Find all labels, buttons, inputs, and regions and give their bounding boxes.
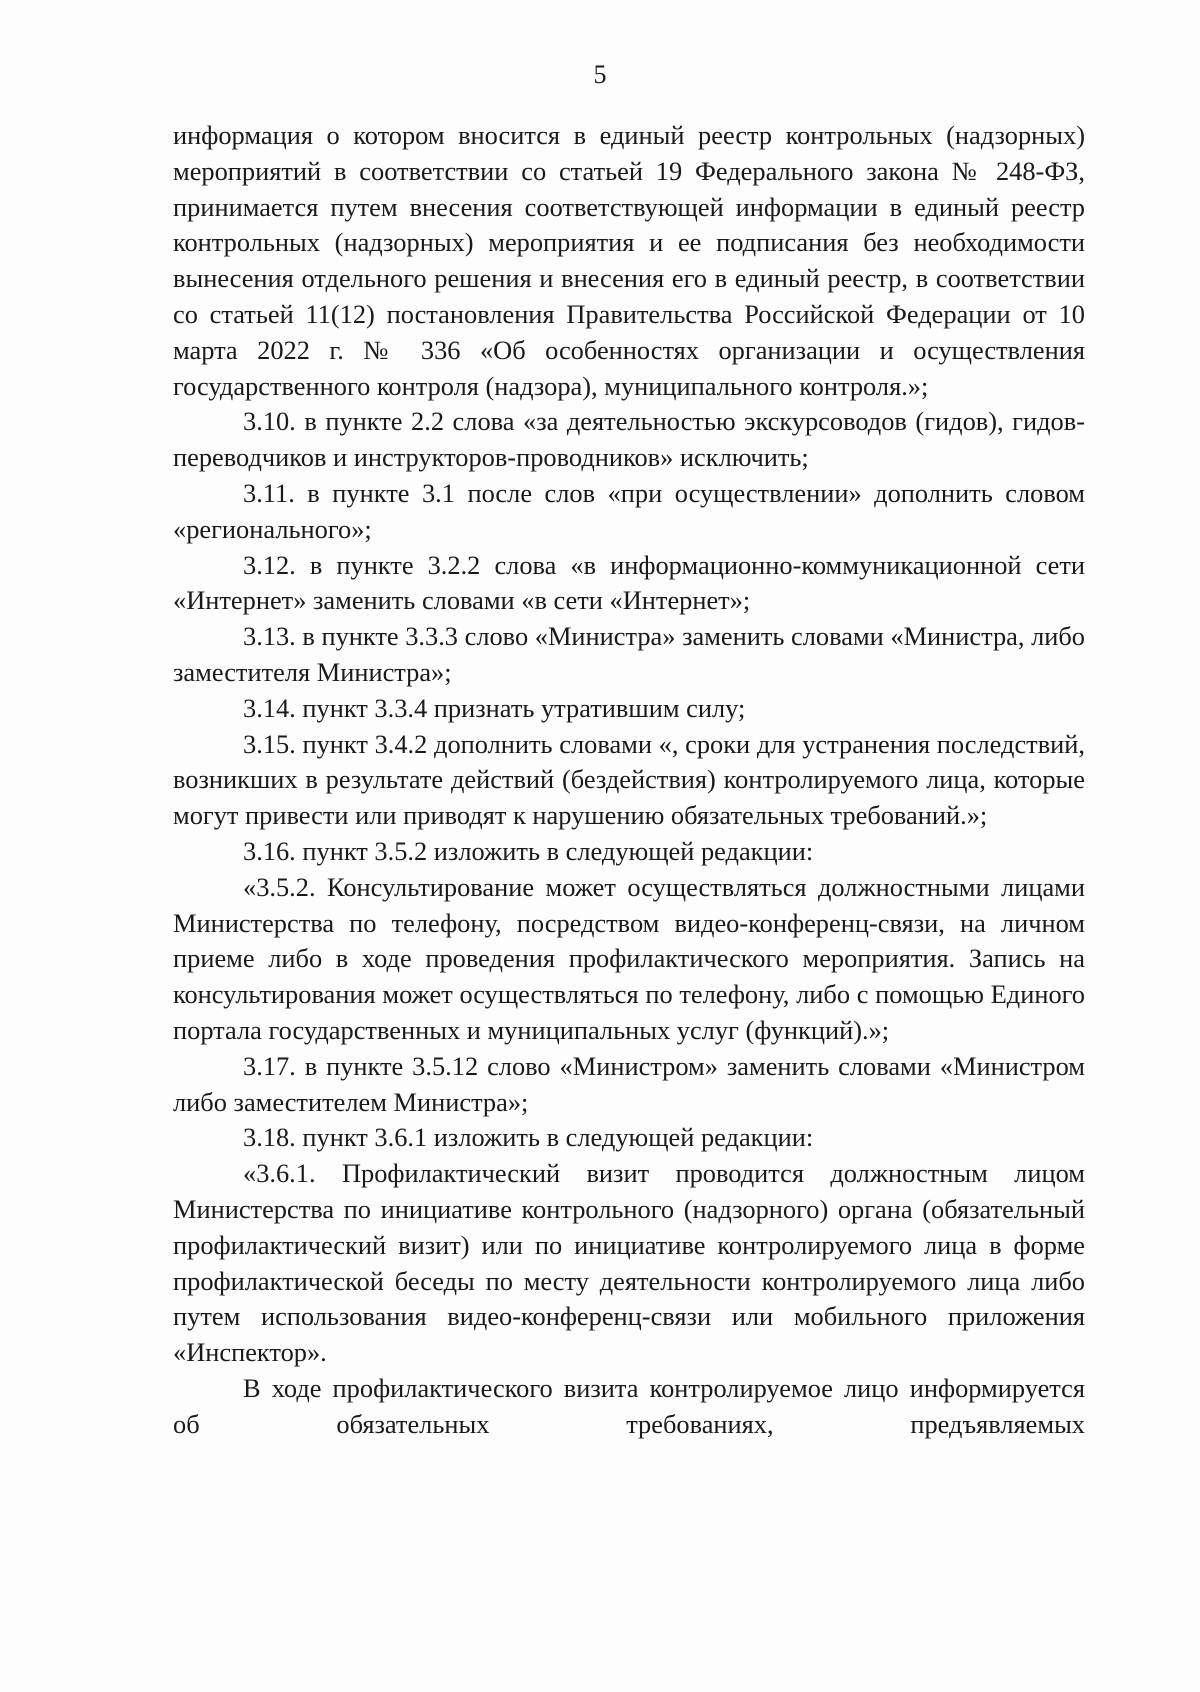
paragraph-item-3-17: 3.17. в пункте 3.5.12 слово «Министром» заменить словами «Министром либо заместителем Министра»; (173, 1050, 1085, 1117)
paragraph-visit-info: В ходе профилактического визита контролируемое лицо информируется об обязательных требованиях, предъявляемых (173, 1372, 1085, 1439)
paragraph-item-3-18: 3.18. пункт 3.6.1 изложить в следующей редакции: (243, 1122, 814, 1153)
paragraph-item-3-14: 3.14. пункт 3.3.4 признать утратившим силу; (243, 692, 746, 723)
page-number: 5 (593, 60, 607, 89)
paragraph-item-3-13: 3.13. в пункте 3.3.3 слово «Министра» заменить словами «Министра, либо заместителя Министра»; (173, 621, 1085, 687)
paragraph-item-3-16: 3.16. пункт 3.5.2 изложить в следующей редакции: (243, 835, 814, 866)
paragraph-item-3-12: 3.12. в пункте 3.2.2 слова «в информационно-коммуникационной сети «Интернет» заменить словами «в сети «Интернет»; (173, 549, 1085, 616)
document-body (173, 118, 1085, 1442)
paragraph-item-3-11: 3.11. в пункте 3.1 после слов «при осуществлении» дополнить словом «регионального»; (173, 477, 1085, 544)
paragraph-item-3-10: 3.10. в пункте 2.2 слова «за деятельностью экскурсоводов (гидов), гидов-переводчиков и инструкторов-проводников» исключить; (173, 406, 1085, 473)
paragraph-item-3-15: 3.15. пункт 3.4.2 дополнить словами «, сроки для устранения последствий, возникших в результате действий (бездействия) контролируемого лица, которые могут привести или приводят к нарушению обязательных требований.»; (173, 728, 1085, 831)
paragraph-quote-3-6-1: «3.6.1. Профилактический визит проводится должностным лицом Министерства по инициативе контрольного (надзорного) органа (обязательный профилактический визит) или по инициативе контролируемого лица в форме профилактической беседы по месту деятельности контролируемого лица либо путем использования видео-конференц-связи или мобильного приложения «Инспектор». (173, 1158, 1085, 1368)
paragraph-continuation: информация о котором вносится в единый реестр контрольных (надзорных) мероприятий в соответствии со статьей 19 Федерального закона № 248-ФЗ, принимается путем внесения соответствующей информации в единый реестр контрольных (надзорных) мероприятия и ее подписания без необходимости вынесения отдельного решения и внесения его в единый реестр, в соответствии со статьей 11(12) постановления Правительства Российской Федерации от 10 марта 2022 г. № 336 «Об особенностях организации и осуществления государственного контроля (надзора), муниципального контроля.»; (173, 120, 1085, 401)
paragraph-quote-3-5-2: «3.5.2. Консультирование может осуществляться должностными лицами Министерства по телефону, посредством видео-конференц-связи, на личном приеме либо в ходе проведения профилактического мероприятия. Запись на консультирования может осуществляться по телефону, либо с помощью Единого портала государственных и муниципальных услуг (функций).»; (173, 871, 1085, 1045)
